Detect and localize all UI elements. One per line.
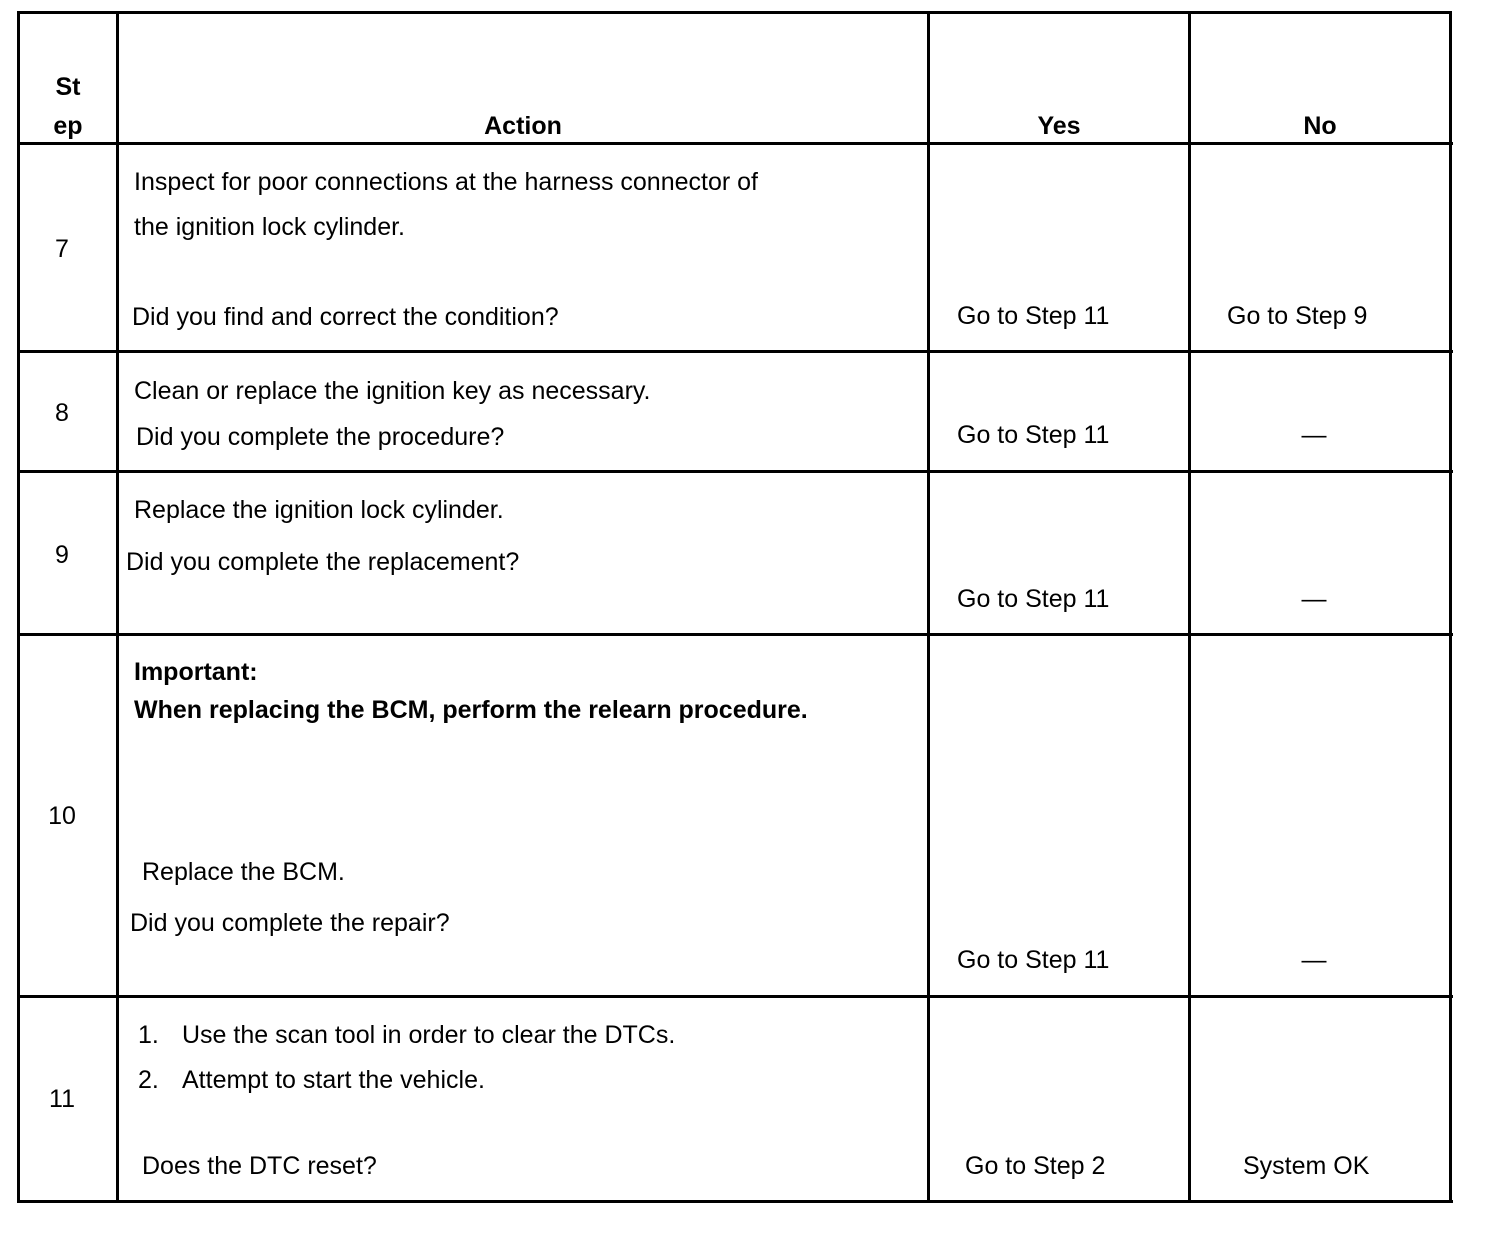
row-7-action-line2: the ignition lock cylinder. <box>134 213 405 241</box>
row-divider-10 <box>17 995 1453 998</box>
row-9-step: 9 <box>55 541 69 569</box>
table-border-left <box>17 11 20 1203</box>
row-8-step: 8 <box>55 399 69 427</box>
row-10-no: — <box>1301 946 1327 974</box>
row-divider-8 <box>17 470 1453 473</box>
row-11-list-num-1: 1. <box>138 1021 159 1049</box>
row-7-action-line1: Inspect for poor connections at the harness connector of <box>134 168 758 196</box>
row-10-action-line1: Replace the BCM. <box>142 858 345 886</box>
row-8-no: — <box>1301 421 1327 449</box>
row-9-action-line1: Replace the ignition lock cylinder. <box>134 496 504 524</box>
header-step-line1: St <box>55 73 81 101</box>
row-9-yes: Go to Step 11 <box>957 585 1110 613</box>
header-divider <box>17 142 1453 145</box>
row-7-yes: Go to Step 11 <box>957 302 1110 330</box>
header-action: Action <box>484 112 562 140</box>
table-border-top <box>17 11 1452 14</box>
row-divider-7 <box>17 350 1453 353</box>
header-no: No <box>1303 112 1337 140</box>
row-7-question: Did you find and correct the condition? <box>132 303 559 331</box>
row-10-yes: Go to Step 11 <box>957 946 1110 974</box>
column-divider-action <box>927 11 930 1203</box>
row-11-question: Does the DTC reset? <box>142 1152 377 1180</box>
header-step-line2: ep <box>53 112 83 140</box>
row-7-step: 7 <box>55 235 69 263</box>
row-10-important-text: When replacing the BCM, perform the relearn procedure. <box>134 696 808 724</box>
row-9-no: — <box>1301 585 1327 613</box>
header-yes: Yes <box>1037 112 1081 140</box>
row-11-yes: Go to Step 2 <box>965 1152 1106 1180</box>
table-border-right <box>1449 11 1452 1203</box>
row-11-list-text-2: Attempt to start the vehicle. <box>182 1066 485 1094</box>
row-10-question: Did you complete the repair? <box>130 909 450 937</box>
row-10-step: 10 <box>48 802 76 830</box>
row-8-question: Did you complete the procedure? <box>136 423 505 451</box>
row-10-important-label: Important: <box>134 658 258 686</box>
row-11-step: 11 <box>49 1085 75 1113</box>
row-8-action-line1: Clean or replace the ignition key as necessary. <box>134 377 651 405</box>
table-border-bottom <box>17 1200 1453 1203</box>
row-9-question: Did you complete the replacement? <box>126 548 520 576</box>
row-7-no: Go to Step 9 <box>1227 302 1368 330</box>
row-11-list-num-2: 2. <box>138 1066 159 1094</box>
row-divider-9 <box>17 633 1453 636</box>
row-11-no: System OK <box>1243 1152 1370 1180</box>
row-11-list-text-1: Use the scan tool in order to clear the DTCs. <box>182 1021 676 1049</box>
row-8-yes: Go to Step 11 <box>957 421 1110 449</box>
column-divider-step <box>116 11 119 1203</box>
